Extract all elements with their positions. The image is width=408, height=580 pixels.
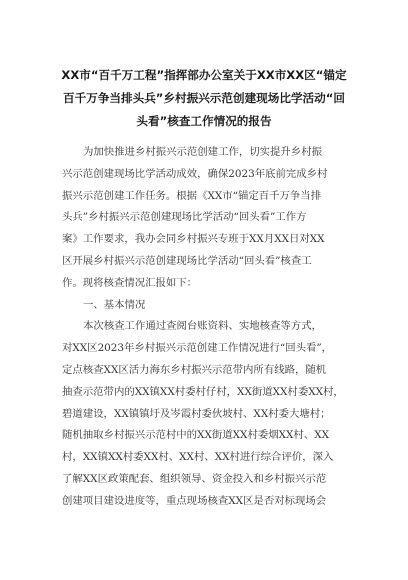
section-heading: 一、基本情况 (83, 298, 146, 311)
body-line: 定点核查XX区活力海东乡村振兴示范带内所有线路，随机 (62, 363, 327, 376)
body-line: 抽查示范带内的XX镇XX村委村仔村，XX街道XX村委XX村， (62, 385, 344, 398)
body-line: 随机抽取乡村振兴示范村中的XX街道XX村委烟XX村、XX (62, 429, 329, 442)
title-line: 百千万争当排头兵”乡村振兴示范创建现场比学活动“回 (63, 91, 345, 105)
body-line: 碧道建设，XX镇镇圩及岑霞村委伙坡村、XX村委大塘村； (62, 407, 331, 420)
title-line: 头看”核查工作情况的报告 (136, 114, 272, 128)
title-line: XX市“百千万工程”指挥部办公室关于XX市XX区“锚定 (61, 68, 347, 82)
body-line: 案》工作要求，我办会同乡村振兴专班于XX月XX日对XX (62, 233, 325, 246)
body-line: 兴示范创建现场比学活动成效，确保2023年底前完成乡村 (62, 167, 328, 180)
body-line: 了解XX区政策配套、组织领导、资金投入和乡村振兴示范 (62, 472, 327, 485)
body-line: 振兴示范创建工作任务。根据《XX市“锚定百千万争当排 (62, 189, 322, 202)
body-line: 创建项目建设进度等，重点现场核查XX区是否对标现场会 (62, 494, 327, 507)
body-line: 作。现将核查情况汇报如下： (62, 276, 198, 289)
body-line: 为加快推进乡村振兴示范创建工作，切实提升乡村振 (83, 146, 322, 158)
body-line: 头兵”乡村振兴示范创建现场比学活动“回头看”工作方 (62, 211, 307, 224)
body-line: 对XX区2023年乡村振兴示范创建工作情况进行“回头看”， (62, 342, 333, 355)
body-line: 村，XX镇XX村委XX村、XX村、XX村进行综合评价，深入 (62, 451, 334, 464)
body-line: 区开展乡村振兴示范创建现场比学活动“回头看”核查工 (62, 254, 312, 267)
document-body (62, 142, 352, 513)
body-line: 本次核查工作通过查阅台账资料、实地核查等方式， (83, 320, 322, 333)
document-title (46, 64, 362, 133)
